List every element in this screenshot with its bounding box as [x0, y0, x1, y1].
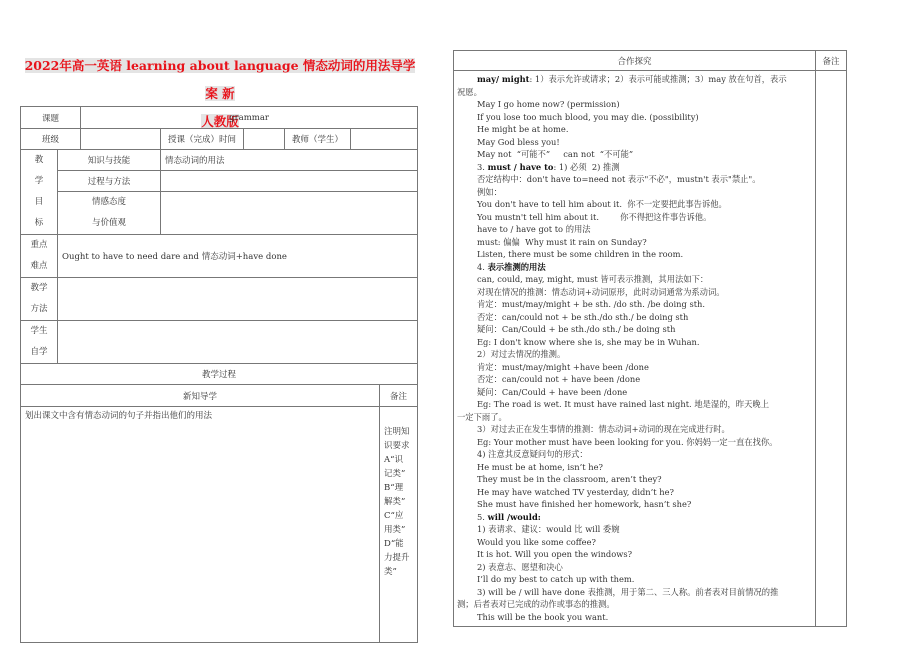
inquiry-line — [457, 223, 812, 236]
self-study-label — [21, 321, 58, 364]
goal-attitude-value — [161, 192, 418, 235]
line-text: 2）对过去情况的推测。 — [477, 349, 566, 359]
inquiry-line — [457, 298, 812, 311]
method-value — [58, 278, 418, 321]
teacher-value — [351, 129, 418, 150]
notes-header: 备注 — [380, 385, 418, 407]
goals-char: 目 — [34, 197, 44, 207]
title-line-1: 2022年高一英语 learning about language 情态动词的用法导学案 新 — [24, 58, 416, 101]
inquiry-line — [457, 98, 812, 111]
new-knowledge-header: 新知导学 — [21, 385, 380, 407]
inquiry-line — [457, 498, 812, 511]
notes-line: A“识 — [384, 455, 403, 465]
line-text: Listen, there must be some children in the room. — [477, 249, 684, 259]
inquiry-line — [457, 348, 812, 361]
inquiry-line — [457, 586, 812, 599]
topic-label: 课题 — [21, 107, 81, 129]
line-text: 疑问：Can/Could + be sth./do sth./ be doing sth — [477, 324, 676, 334]
line-text: They must be in the classroom, aren’t they? — [477, 474, 662, 484]
line-text: Eg: Your mother must have been looking for you. 你妈妈一定一直在找你。 — [477, 436, 778, 447]
line-text: 否定：can/could not + be sth./do sth./ be doing sth — [477, 311, 689, 322]
inquiry-line — [457, 186, 812, 199]
line-text: 2) 表意志、愿望和决心 — [477, 561, 563, 572]
line-text: 一定下雨了。 — [457, 411, 507, 422]
line-text: This will be the book you want. — [477, 611, 609, 622]
inquiry-line — [457, 386, 812, 399]
process-header: 教学过程 — [21, 364, 418, 385]
line-text: 对现在情况的推测：情态动词+动词原形，此时动词通常为系动词。 — [477, 286, 725, 297]
line-text: If you lose too much blood, you may die. (possibility) — [477, 111, 699, 122]
line-text: 3）对过去正在发生事情的推测：情态动词+动词的现在完成进行时。 — [477, 424, 730, 434]
inquiry-line — [457, 336, 812, 349]
inquiry-line — [457, 236, 812, 249]
inquiry-line — [457, 473, 812, 486]
key-points-label — [21, 235, 58, 278]
self-study-value — [58, 321, 418, 364]
line-text: You mustn't tell him about it. 你不得把这件事告诉他。 — [477, 211, 712, 222]
goal-attitude-line: 情感态度 — [92, 197, 127, 207]
inquiry-line — [457, 123, 812, 136]
inquiry-line — [457, 436, 812, 449]
line-text: May not “可能不” can not “不可能” — [477, 149, 634, 159]
line-text: Eg: I don't know where she is, she may be in Wuhan. — [477, 336, 700, 347]
goals-char: 标 — [34, 218, 44, 228]
goals-char: 学 — [34, 176, 44, 186]
class-value — [81, 129, 161, 150]
inquiry-notes — [816, 71, 847, 627]
line-text: Eg: The road is wet. It must have rained last night. 地是湿的，昨天晚上 — [477, 399, 769, 409]
line-text: must: 偏偏 Why must it rain on Sunday? — [477, 236, 647, 247]
inquiry-line — [457, 173, 812, 186]
line-text: I’ll do my best to catch up with them. — [477, 574, 635, 584]
bold-text: must / have to — [487, 161, 554, 172]
notes-line: 力提升 — [384, 553, 410, 563]
teacher-label: 教师（学生） — [285, 129, 351, 150]
goal-attitude-label — [58, 192, 161, 235]
lesson-plan-table — [20, 106, 418, 643]
inquiry-header: 合作探究 — [454, 51, 816, 71]
line-text: 疑问：Can/Could + have been /done — [477, 386, 628, 397]
inquiry-line — [457, 161, 812, 174]
notes-line: 解类” — [384, 497, 406, 507]
time-label: 授课（完成）时间 — [161, 129, 244, 150]
inquiry-line — [457, 511, 812, 524]
inquiry-line — [457, 398, 812, 411]
inquiry-line — [457, 261, 812, 274]
inquiry-line — [457, 73, 812, 86]
notes-line: B“理 — [384, 483, 404, 493]
line-text: May I go home now? (permission) — [477, 99, 620, 109]
bold-text: will /would: — [487, 511, 541, 522]
inquiry-notes-header: 备注 — [816, 51, 847, 71]
inquiry-line — [457, 448, 812, 461]
notes-line: 识要求 — [384, 441, 410, 451]
line-text: He may have watched TV yesterday, didn’t he? — [477, 486, 674, 497]
inquiry-line — [457, 536, 812, 549]
inquiry-line — [457, 361, 812, 374]
notes-line: 注明知 — [384, 427, 410, 437]
title-line-2: 人教版 — [201, 114, 239, 129]
goals-char: 教 — [34, 155, 44, 165]
method-label-line: 教学 — [30, 283, 48, 293]
line-text: 5. — [477, 511, 488, 522]
notes-line: 类” — [384, 567, 397, 577]
new-knowledge-content: 划出课文中含有情态动词的句子并指出他们的用法 — [21, 407, 380, 643]
line-text: can, could, may, might, must 皆可表示推测，其用法如下： — [477, 274, 709, 284]
line-text: 4) 注意其反意疑问句的形式： — [477, 449, 588, 459]
topic-value: grammar — [81, 107, 418, 129]
inquiry-line — [457, 111, 812, 124]
notes-content — [380, 407, 418, 643]
inquiry-line — [457, 198, 812, 211]
line-text: 祝愿。 — [457, 86, 482, 97]
inquiry-line — [457, 273, 812, 286]
line-text: May God bless you! — [477, 136, 560, 147]
notes-line: 记类” — [384, 469, 406, 479]
line-text: 4. — [477, 261, 488, 272]
inquiry-line — [457, 411, 812, 424]
line-text: He might be at home. — [477, 124, 569, 134]
line-text: 3. — [477, 161, 488, 172]
inquiry-line — [457, 423, 812, 436]
notes-line: D“能 — [384, 539, 404, 549]
inquiry-line — [457, 598, 812, 611]
line-text: : 1) 必须 2) 推测 — [553, 161, 620, 172]
inquiry-line — [457, 523, 812, 536]
inquiry-line — [457, 323, 812, 336]
self-label-line: 学生 — [30, 326, 48, 336]
bold-text: may/ might — [477, 74, 530, 84]
method-label-line: 方法 — [30, 304, 48, 314]
goal-knowledge-value: 情态动词的用法 — [161, 150, 418, 171]
inquiry-line — [457, 148, 812, 161]
line-text: 肯定：must/may/might + be sth. /do sth. /be doing sth. — [477, 299, 706, 309]
inquiry-line — [457, 211, 812, 224]
line-text: He must be at home, isn’t he? — [477, 461, 603, 472]
inquiry-line — [457, 548, 812, 561]
line-text: You don't have to tell him about it. 你不一定要把此事告诉他。 — [477, 199, 727, 209]
self-label-line: 自学 — [30, 347, 48, 357]
inquiry-line — [457, 461, 812, 474]
line-text: 例如： — [477, 186, 502, 197]
inquiry-line — [457, 373, 812, 386]
goals-label — [21, 150, 58, 235]
key-label-line: 难点 — [30, 261, 48, 271]
line-text: 测；后者表对已完成的动作或事态的推测。 — [457, 599, 615, 609]
bold-text: 表示推测的用法 — [487, 261, 546, 272]
line-text: Would you like some coffee? — [477, 536, 596, 547]
notes-line: 用类” — [384, 525, 406, 535]
line-text: She must have finished her homework, hasn’t she? — [477, 499, 692, 509]
method-label — [21, 278, 58, 321]
inquiry-line — [457, 286, 812, 299]
inquiry-line — [457, 611, 812, 624]
key-label-line: 重点 — [30, 240, 48, 250]
inquiry-line — [457, 573, 812, 586]
line-text: 3) will be / will have done 表推测，用于第二、三人称。前者表对目前情况的推 — [477, 586, 779, 597]
goal-process-value — [161, 171, 418, 192]
line-text: 否定：can/could not + have been /done — [477, 374, 641, 384]
goal-attitude-line: 与价值观 — [92, 218, 127, 228]
time-value — [244, 129, 285, 150]
line-text: : 1）表示允许或请求；2）表示可能或推测；3）may 放在句首，表示 — [529, 74, 787, 84]
line-text: 否定结构中：don't have to=need not 表示"不必"，mustn't 表示"禁止"。 — [477, 174, 761, 184]
key-points-value: Ought to have to need dare and 情态动词+have done — [58, 235, 418, 278]
class-label: 班级 — [21, 129, 81, 150]
inquiry-content — [454, 71, 816, 627]
cooperative-inquiry-table — [453, 50, 847, 627]
notes-line: C“应 — [384, 511, 404, 521]
inquiry-line — [457, 561, 812, 574]
line-text: 肯定：must/may/might +have been /done — [477, 361, 649, 372]
inquiry-line — [457, 248, 812, 261]
line-text: 1) 表请求、建议：would 比 will 委婉 — [477, 524, 620, 534]
line-text: have to / have got to 的用法 — [477, 224, 591, 234]
inquiry-line — [457, 486, 812, 499]
inquiry-line — [457, 86, 812, 99]
goal-process-label: 过程与方法 — [58, 171, 161, 192]
line-text: It is hot. Will you open the windows? — [477, 549, 633, 559]
inquiry-line — [457, 136, 812, 149]
inquiry-line — [457, 311, 812, 324]
goal-knowledge-label: 知识与技能 — [58, 150, 161, 171]
